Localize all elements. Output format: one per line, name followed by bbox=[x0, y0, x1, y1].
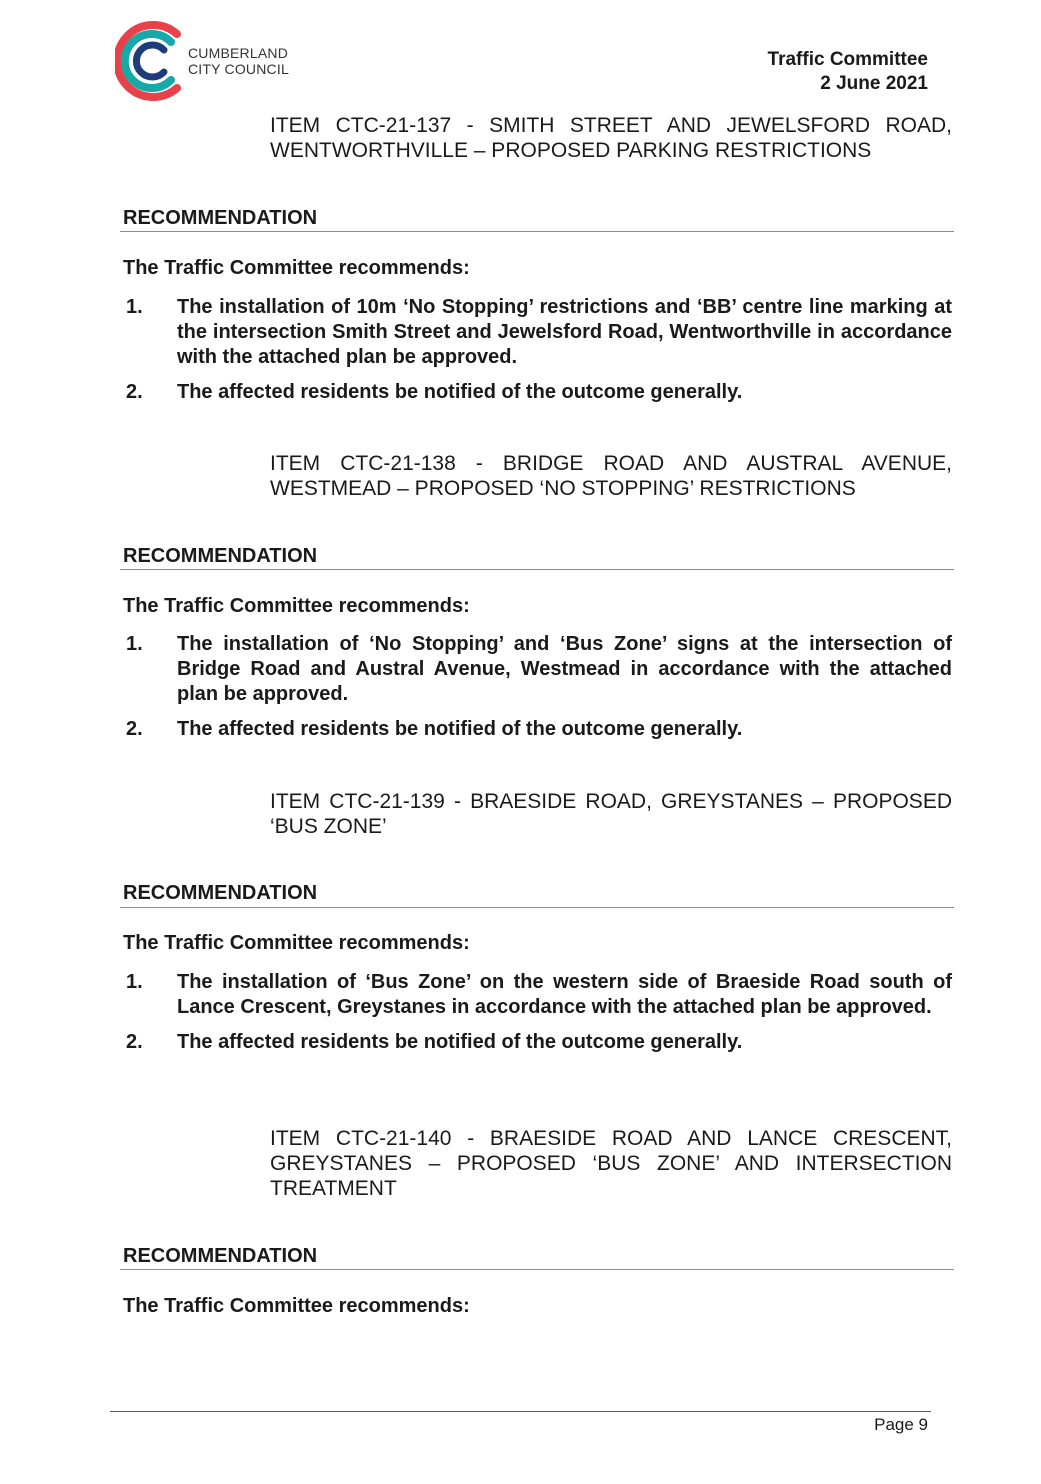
list-item bbox=[123, 380, 952, 405]
list-number: 2. bbox=[126, 381, 143, 403]
section-divider bbox=[120, 1269, 954, 1270]
list-text: The installation of ‘No Stopping’ and ‘Bus Zone’ signs at the intersection of Bridge Road and Austral Avenue, Westmead in accordance with the attached plan be approved. bbox=[177, 633, 952, 705]
list-number: 2. bbox=[126, 1031, 143, 1053]
recommendation-heading: RECOMMENDATION bbox=[123, 207, 318, 229]
item-title: ITEM CTC-21-137 - SMITH STREET AND JEWELSFORD ROAD, WENTWORTHVILLE – PROPOSED PARKING RESTRICTIONS bbox=[270, 114, 952, 162]
list-item bbox=[123, 717, 952, 742]
section-divider bbox=[120, 231, 954, 232]
recommendation-list bbox=[123, 632, 952, 752]
recommendation-intro: The Traffic Committee recommends: bbox=[123, 1295, 470, 1317]
logo-line-2: CITY COUNCIL bbox=[188, 61, 289, 77]
document-header bbox=[768, 48, 928, 96]
recommendation-heading: RECOMMENDATION bbox=[123, 1245, 318, 1267]
section-divider bbox=[120, 907, 954, 908]
meeting-date: 2 June 2021 bbox=[820, 73, 928, 94]
page-number: Page 9 bbox=[874, 1415, 928, 1434]
list-item bbox=[123, 632, 952, 707]
list-number: 1. bbox=[126, 633, 143, 655]
logo-wordmark bbox=[188, 45, 289, 77]
list-text: The installation of 10m ‘No Stopping’ restrictions and ‘BB’ centre line marking at the intersection Smith Street and Jewelsford Road, Wentworthville in accordance with the attached plan be approved. bbox=[177, 296, 952, 368]
list-text: The affected residents be notified of the outcome generally. bbox=[177, 718, 743, 740]
recommendation-list bbox=[123, 295, 952, 415]
list-number: 2. bbox=[126, 718, 143, 740]
list-text: The installation of ‘Bus Zone’ on the western side of Braeside Road south of Lance Crescent, Greystanes in accordance with the attached plan be approved. bbox=[177, 971, 952, 1018]
recommendation-heading: RECOMMENDATION bbox=[123, 882, 318, 904]
recommendation-intro: The Traffic Committee recommends: bbox=[123, 932, 470, 954]
council-logo-icon bbox=[115, 20, 187, 102]
council-logo bbox=[115, 20, 305, 102]
item-title: ITEM CTC-21-138 - BRIDGE ROAD AND AUSTRAL AVENUE, WESTMEAD – PROPOSED ‘NO STOPPING’ RESTRICTIONS bbox=[270, 452, 952, 500]
list-number: 1. bbox=[126, 971, 143, 993]
list-item bbox=[123, 1030, 952, 1055]
logo-line-1: CUMBERLAND bbox=[188, 45, 289, 61]
footer-divider bbox=[110, 1411, 931, 1412]
recommendation-intro: The Traffic Committee recommends: bbox=[123, 257, 470, 279]
recommendation-list bbox=[123, 970, 952, 1065]
list-item bbox=[123, 295, 952, 370]
list-text: The affected residents be notified of the outcome generally. bbox=[177, 381, 743, 403]
list-number: 1. bbox=[126, 296, 143, 318]
committee-name: Traffic Committee bbox=[767, 49, 928, 70]
item-title: ITEM CTC-21-140 - BRAESIDE ROAD AND LANCE CRESCENT, GREYSTANES – PROPOSED ‘BUS ZONE’ AND INTERSECTION TREATMENT bbox=[270, 1127, 952, 1200]
recommendation-intro: The Traffic Committee recommends: bbox=[123, 595, 470, 617]
list-item bbox=[123, 970, 952, 1020]
list-text: The affected residents be notified of the outcome generally. bbox=[177, 1031, 743, 1053]
section-divider bbox=[120, 569, 954, 570]
recommendation-heading: RECOMMENDATION bbox=[123, 545, 318, 567]
item-title: ITEM CTC-21-139 - BRAESIDE ROAD, GREYSTANES – PROPOSED ‘BUS ZONE’ bbox=[270, 790, 952, 838]
